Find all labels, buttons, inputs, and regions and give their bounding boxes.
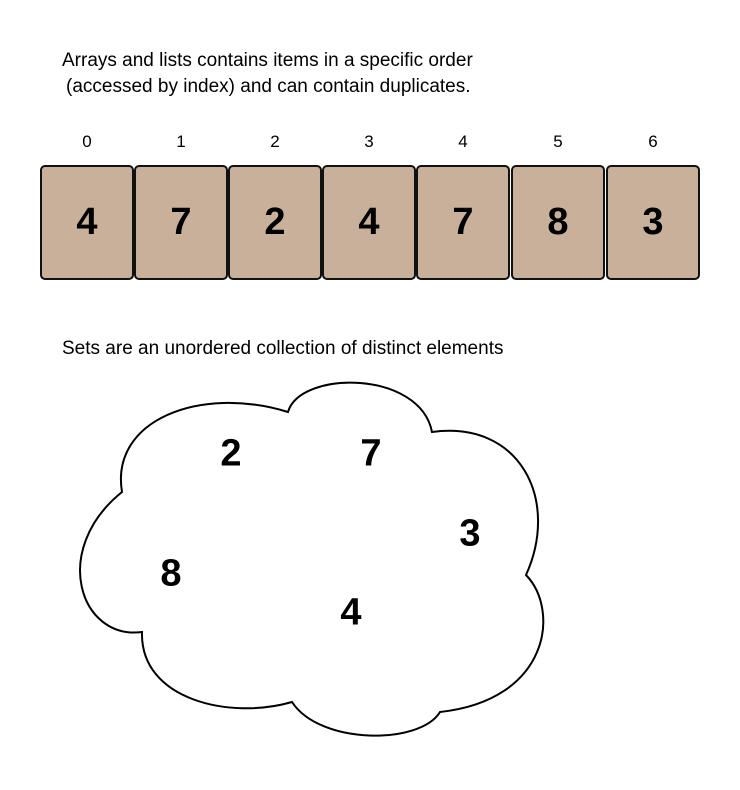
index-label: 3 bbox=[364, 132, 374, 151]
array-cell: 8 bbox=[511, 165, 605, 280]
array-cell: 4 bbox=[40, 165, 134, 280]
set-element: 3 bbox=[459, 512, 481, 555]
index-label: 1 bbox=[176, 132, 186, 151]
index-label: 4 bbox=[458, 132, 468, 151]
array-cell: 3 bbox=[606, 165, 700, 280]
array-cell: 7 bbox=[416, 165, 510, 280]
set-caption: Sets are an unordered collection of distinct elements bbox=[62, 338, 504, 359]
index-label: 5 bbox=[553, 132, 563, 151]
index-label: 0 bbox=[82, 132, 92, 151]
set-element: 8 bbox=[160, 552, 182, 595]
index-label: 2 bbox=[270, 132, 280, 151]
array-cell: 7 bbox=[134, 165, 228, 280]
array-caption-line2: (accessed by index) and can contain duplicates. bbox=[66, 76, 471, 97]
set-element: 2 bbox=[220, 432, 242, 475]
set-element: 7 bbox=[360, 432, 382, 475]
index-label: 6 bbox=[648, 132, 658, 151]
array-caption-line1: Arrays and lists contains items in a specific order bbox=[62, 50, 473, 71]
array-cell: 4 bbox=[322, 165, 416, 280]
array-cell: 2 bbox=[228, 165, 322, 280]
set-element: 4 bbox=[340, 591, 362, 634]
